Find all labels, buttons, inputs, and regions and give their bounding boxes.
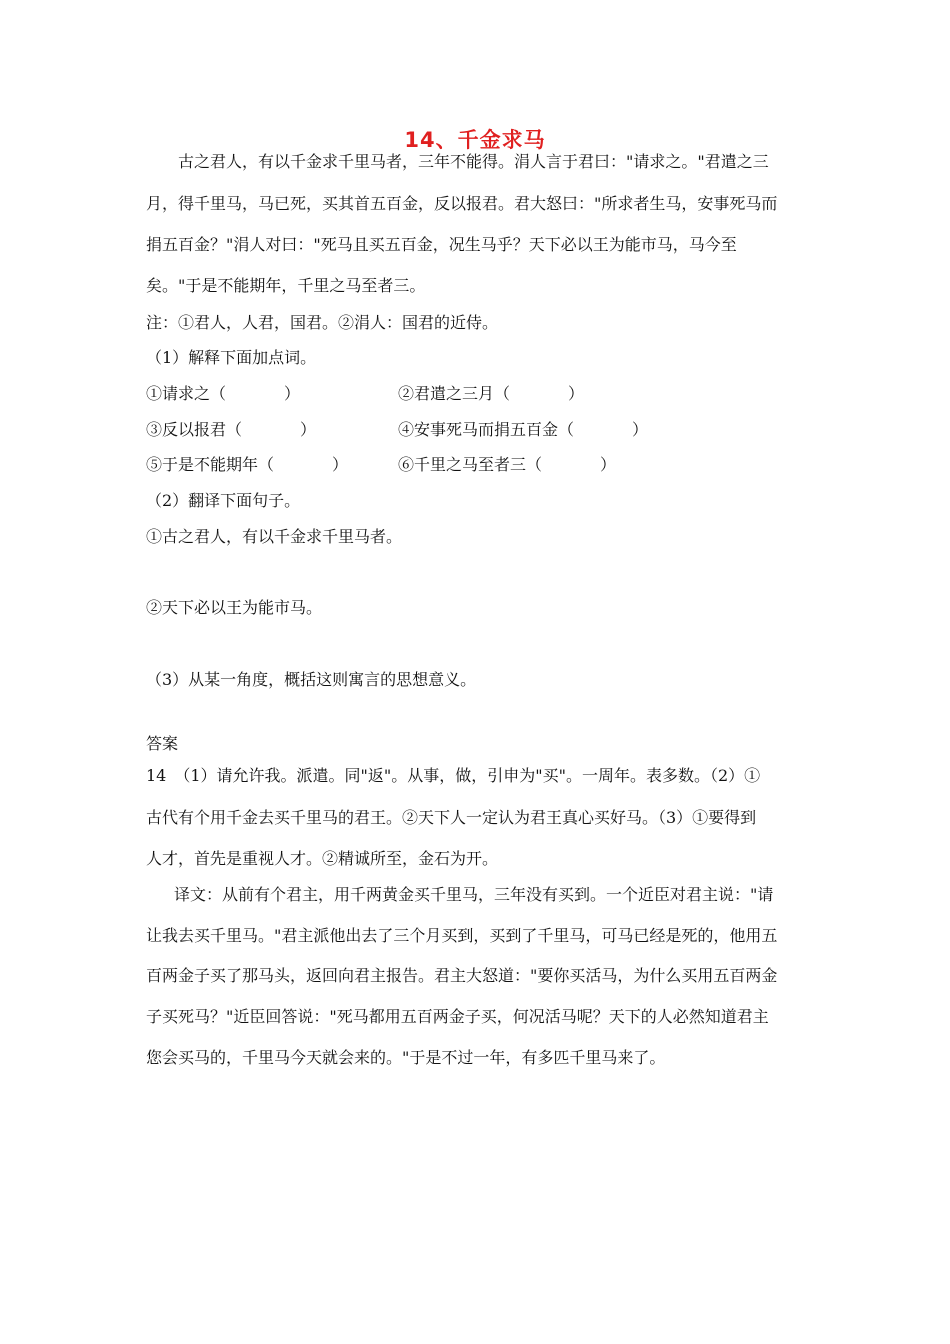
translation-line-3: 百两金子买了那马头，返回向君主报告。君主大怒道："要你买活马，为什么买用五百两金 [146, 966, 778, 985]
answer-line-3: 人才，首先是重视人才。②精诚所至，金石为开。 [146, 849, 499, 868]
translation-line-1: 译文：从前有个君主，用千两黄金买千里马，三年没有买到。一个近臣对君主说："请 [174, 885, 774, 904]
answer-line-2: 古代有个用千金去买千里马的君王。②天下人一定认为君王真心买好马。（3）①要得到 [146, 808, 757, 827]
question-2-heading: （2）翻译下面句子。 [146, 491, 301, 510]
q1-item-4 [398, 420, 648, 440]
passage-line-4: 矣。"于是不能期年，千里之马至者三。 [146, 276, 426, 295]
q1-item-6-close: ） [600, 455, 617, 474]
q1-item-6-text: ⑥千里之马至者三（ [398, 455, 543, 474]
document-title: 14、千金求马 [404, 128, 546, 152]
passage-line-1: 古之君人，有以千金求千里马者，三年不能得。涓人言于君曰："请求之。"君遣之三 [178, 152, 769, 171]
q1-item-3-text: ③反以报君（ [146, 420, 243, 439]
q1-item-6 [398, 455, 616, 475]
q1-item-2-text: ②君遣之三月（ [398, 384, 511, 403]
answer-line-1: 14 （1）请允许我。派遣。同"返"。从事，做，引申为"买"。一周年。表多数。（2）① [146, 766, 761, 785]
q1-item-1 [146, 384, 300, 404]
question-1-heading: （1）解释下面加点词。 [146, 348, 317, 367]
q2-item-1: ①古之君人，有以千金求千里马者。 [146, 527, 403, 546]
q1-item-2 [398, 384, 584, 404]
q1-item-2-close: ） [568, 384, 585, 403]
q1-item-5-text: ⑤于是不能期年（ [146, 455, 275, 474]
q1-item-3 [146, 420, 316, 440]
passage-line-2: 月，得千里马，马已死，买其首五百金，反以报君。君大怒曰："所求者生马，安事死马而 [146, 194, 778, 213]
q2-item-2: ②天下必以王为能市马。 [146, 598, 323, 617]
q1-item-4-text: ④安事死马而捐五百金（ [398, 420, 575, 439]
q1-item-3-close: ） [300, 420, 317, 439]
q1-item-5-close: ） [332, 455, 349, 474]
q1-item-4-close: ） [632, 420, 649, 439]
question-3-heading: （3）从某一角度，概括这则寓言的思想意义。 [146, 670, 477, 689]
translation-line-4: 子买死马？"近臣回答说："死马都用五百两金子买，何况活马呢？天下的人必然知道君主 [146, 1007, 769, 1026]
translation-line-5: 您会买马的，千里马今天就会来的。"于是不过一年，有多匹千里马来了。 [146, 1048, 666, 1067]
q1-item-5 [146, 455, 348, 475]
answer-heading: 答案 [146, 734, 179, 753]
translation-line-2: 让我去买千里马。"君主派他出去了三个月买到，买到了千里马，可马已经是死的，他用五 [146, 926, 778, 945]
note-text: 注：①君人，人君，国君。②涓人：国君的近侍。 [146, 313, 499, 332]
passage-line-3: 捐五百金？"涓人对曰："死马且买五百金，况生马乎？天下必以王为能市马，马今至 [146, 235, 737, 254]
q1-item-1-close: ） [284, 384, 301, 403]
q1-item-1-text: ①请求之（ [146, 384, 227, 403]
